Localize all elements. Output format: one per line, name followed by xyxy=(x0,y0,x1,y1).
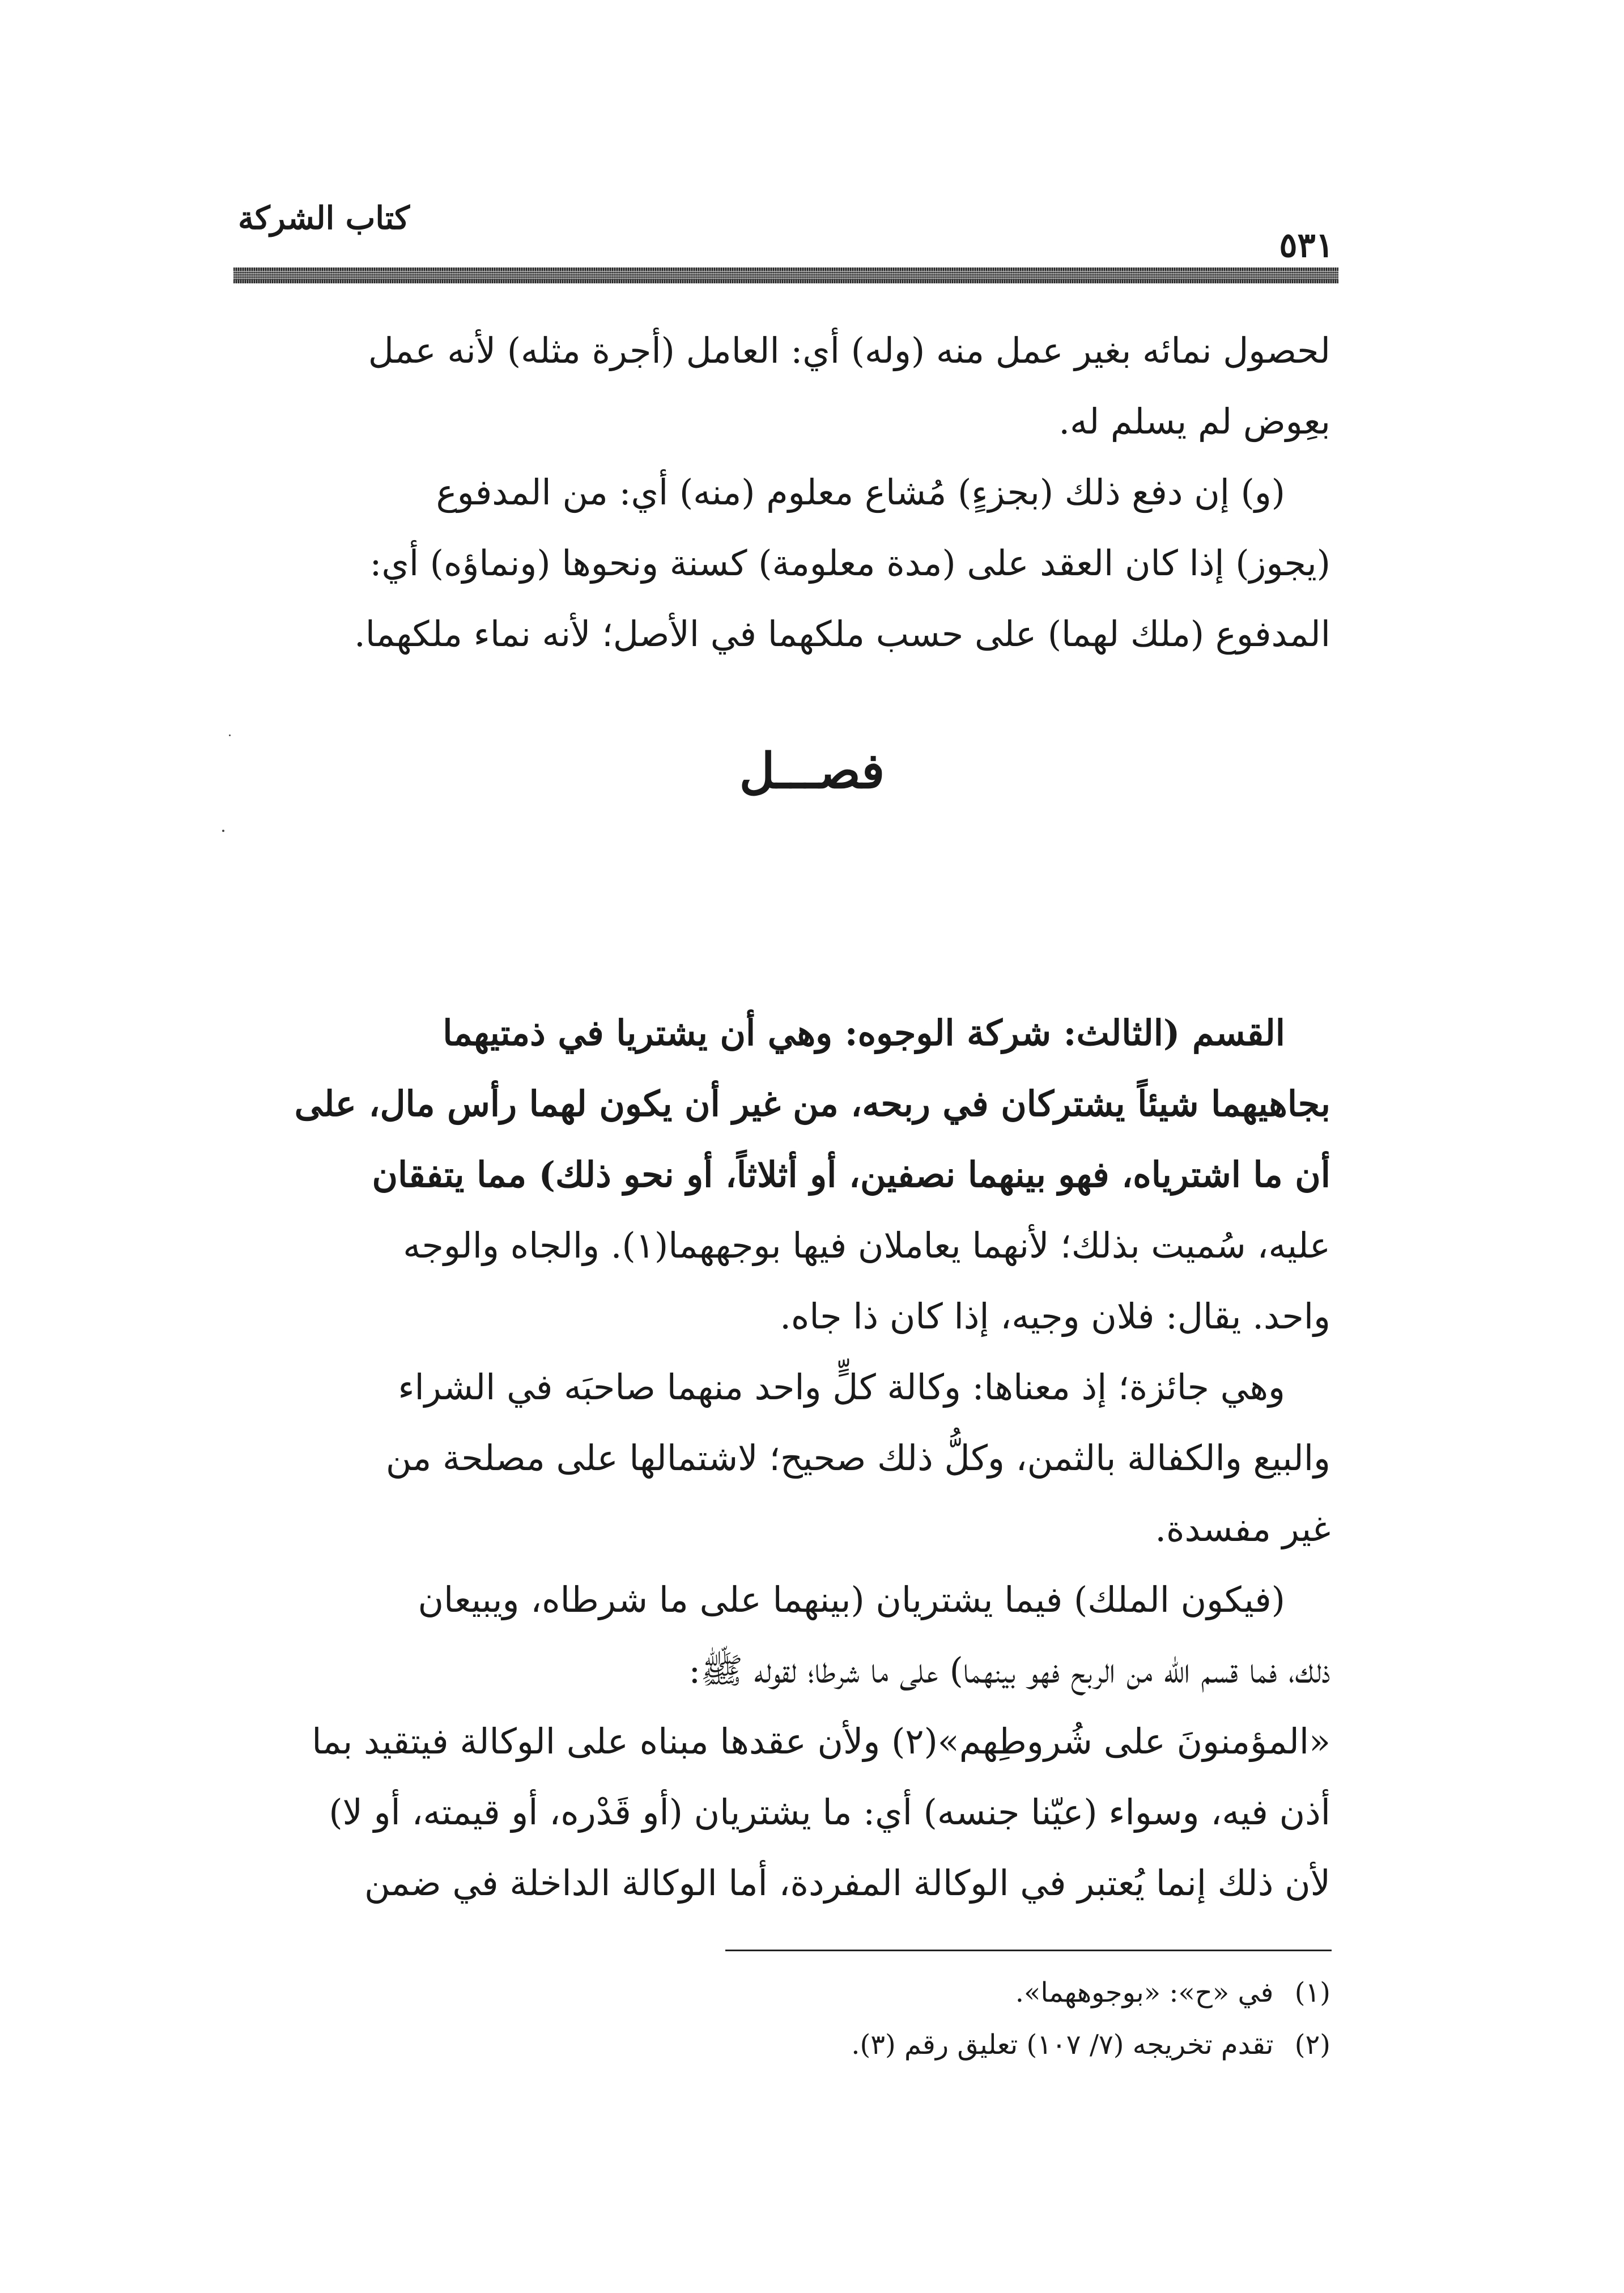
footnote-number: (٢) xyxy=(1294,2029,1330,2061)
text-line: لأن ذلك إنما يُعتبر في الوكالة المفردة، أما الوكالة الداخلة في ضمن xyxy=(364,1862,1330,1904)
text-line: القسم (الثالث: شركة الوجوه: وهي أن يشتريا في ذمتيهما xyxy=(443,1012,1285,1054)
text-line: بعِوض لم يسلم له. xyxy=(1058,401,1330,442)
footnotes xyxy=(220,1967,1330,2071)
text-line: غير مفسدة. xyxy=(1155,1508,1330,1549)
paragraph-1 xyxy=(220,315,1330,457)
footnote-2 xyxy=(220,2019,1330,2071)
paragraph-4 xyxy=(220,1352,1330,1564)
text-line: واحد. يقال: فلان وجيه، إذا كان ذا جاه. xyxy=(780,1296,1330,1337)
text-line: (و) إن دفع ذلك (بجزءٍ) مُشاع معلوم (منه) أي: من المدفوع xyxy=(436,472,1285,513)
text-line: (فيكون الملك) فيما يشتريان (بينهما على ما شرطاه، ويبيعان xyxy=(418,1579,1285,1620)
footnote-text: في «ح»: «بوجوههما». xyxy=(1015,1977,1274,2009)
footnote-1 xyxy=(220,1967,1330,2019)
text-block-top xyxy=(220,315,1330,669)
text-line: وهي جائزة؛ إذ معناها: وكالة كلٍّ واحد منهما صاحبَه في الشراء xyxy=(398,1366,1285,1408)
text-line: لحصول نمائه بغير عمل منه (وله) أي: العامل (أجرة مثله) لأنه عمل xyxy=(368,330,1330,371)
running-title: كتاب الشركة xyxy=(238,199,410,237)
text-line: (يجوز) إذا كان العقد على (مدة معلومة) كسنة ونحوها (ونماؤه) أي: xyxy=(369,542,1330,584)
paragraph-5 xyxy=(220,1564,1330,1918)
text-block-main xyxy=(220,997,1330,1918)
footnote-separator xyxy=(725,1950,1332,1951)
text-line: أن ما اشترياه، فهو بينهما نصفين، أو أثلاثاً، أو نحو ذلك) مما يتفقان xyxy=(372,1154,1330,1195)
text-line: بجاهيهما شيئاً يشتركان في ربحه، من غير أن يكون لهما رأس مال، على xyxy=(294,1083,1330,1124)
text-line: والبيع والكفالة بالثمن، وكلُّ ذلك صحيح؛ لاشتمالها على مصلحة من xyxy=(385,1437,1330,1479)
text-line: «المؤمنونَ على شُروطِهم»(٢) ولأن عقدها مبناه على الوكالة فيتقيد بما xyxy=(312,1721,1330,1762)
footnote-text: تقدم تخريجه (٧/ ١٠٧) تعليق رقم (٣). xyxy=(851,2029,1274,2061)
scan-speck xyxy=(229,734,231,736)
text-line: ذلك، فما قسم الله من الربح فهو بينهما) على ما شرطا؛ لقوله ﷺ: xyxy=(688,1650,1330,1691)
paragraph-2 xyxy=(220,457,1330,669)
text-line: عليه، سُميت بذلك؛ لأنهما يعاملان فيها بوجههما(١). والجاه والوجه xyxy=(403,1225,1330,1266)
text-line: المدفوع (ملك لهما) على حسب ملكهما في الأصل؛ لأنه نماء ملكهما. xyxy=(354,613,1330,655)
paragraph-3 xyxy=(220,997,1330,1352)
text-line: أذن فيه، وسواء (عيّنا جنسه) أي: ما يشتريان (أو قَدْره، أو قيمته، أو لا) xyxy=(329,1791,1330,1833)
scan-speck xyxy=(222,830,224,832)
header-rule xyxy=(233,267,1338,283)
footnote-number: (١) xyxy=(1294,1977,1330,2009)
section-heading: فصـــل xyxy=(739,742,885,800)
page-number: ٥٣١ xyxy=(1279,226,1334,265)
